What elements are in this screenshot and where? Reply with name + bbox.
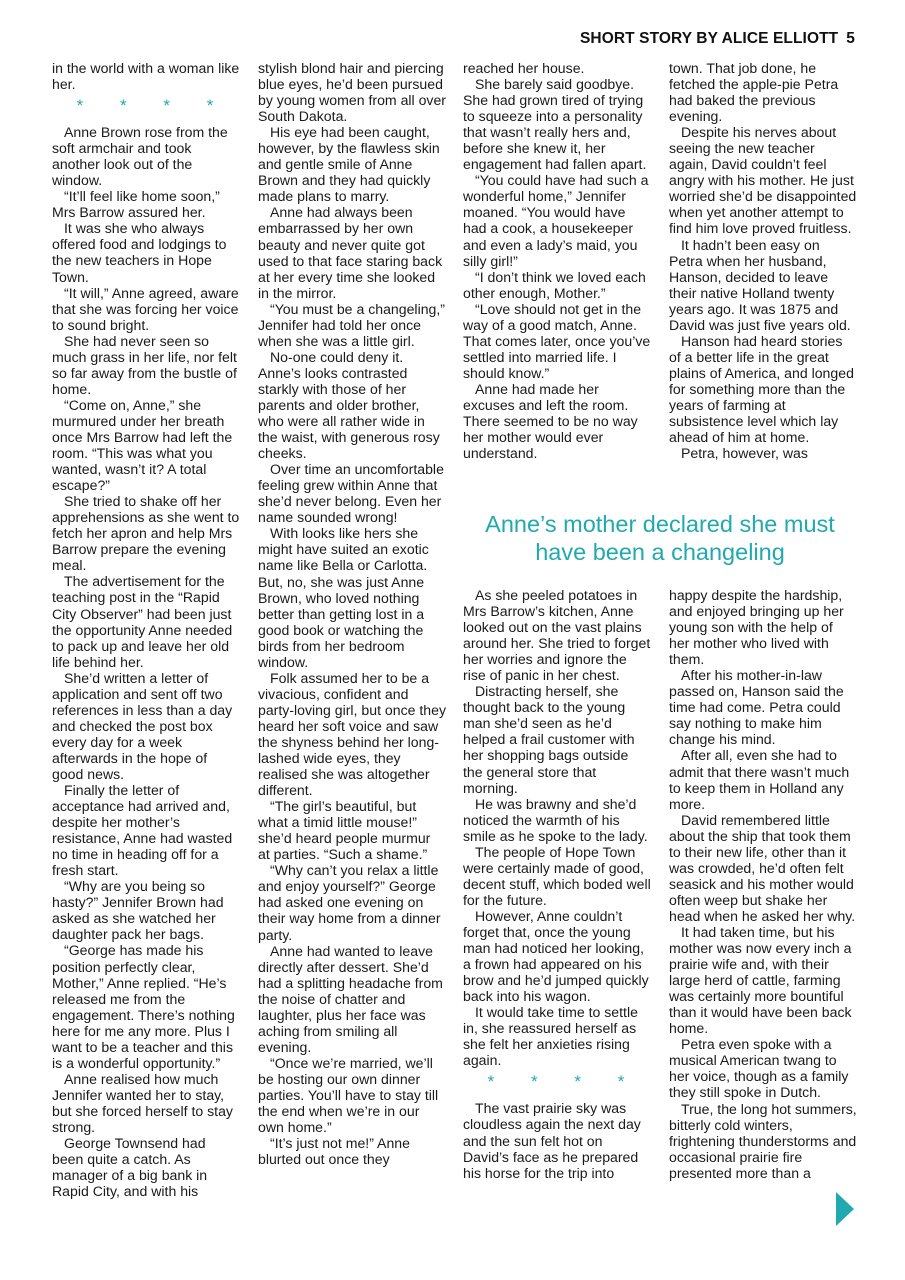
paragraph: Anne realised how much Jennifer wanted her to stay, but she forced herself to stay strong. xyxy=(52,1070,233,1135)
paragraph: “It will,” Anne agreed, aware that she was forcing her voice to sound bright. xyxy=(52,284,239,333)
paragraph: Petra, however, was xyxy=(681,445,808,462)
paragraph: No-one could deny it. Anne’s looks contrasted starkly with those of her parents and older brother, who were all rather wide in the waist, with generous rosy cheeks. xyxy=(258,348,440,462)
paragraph: town. That job done, he fetched the apple-pie Petra had baked the previous evening. xyxy=(669,60,839,125)
paragraph: “It’ll feel like home soon,” Mrs Barrow assured her. xyxy=(52,188,220,221)
pull-quote: Anne’s mother declared she must have been a changeling xyxy=(485,511,835,565)
paragraph: Petra even spoke with a musical American twang to her voice, though as a family they still spoke in Dutch. xyxy=(669,1036,849,1101)
section-separator: * * * * xyxy=(76,96,230,116)
column-4-top xyxy=(669,60,857,461)
paragraph: She’d written a letter of application and sent off two references in less than a day and checked the post box every day for a week afterwards in the hope of good news. xyxy=(52,669,233,782)
paragraph: Anne had made her excuses and left the room. There seemed to be no way her mother would ever understand. xyxy=(463,380,638,462)
page-header xyxy=(580,30,855,48)
paragraph: True, the long hot summers, bitterly cold winters, frightening thunderstorms and occasional prairie fire presented more than a xyxy=(669,1100,857,1181)
paragraph: She barely said goodbye. She had grown tired of trying to squeeze into a personality that wasn’t really hers and, before she knew it, her engagement had fallen apart. xyxy=(463,76,647,173)
paragraph: It would take time to settle in, she reassured herself as she felt her anxieties rising again. xyxy=(463,1004,638,1069)
paragraph: Anne had wanted to leave directly after dessert. She’d had a splitting headache from the noise of chatter and laughter, plus her face was aching from smiling all evening. xyxy=(258,942,443,1055)
paragraph: stylish blond hair and piercing blue eyes, he’d been pursued by young women from all over South Dakota. xyxy=(258,60,447,125)
paragraph: “The girl’s beautiful, but what a timid little mouse!” she’d heard people murmur at parties. “Such a shame.” xyxy=(258,798,431,863)
column-4-bottom xyxy=(669,587,857,1181)
paragraph: The people of Hope Town were certainly made of good, decent stuff, which boded well for the future. xyxy=(463,843,651,908)
paragraph: She tried to shake off her apprehensions as she went to fetch her apron and help Mrs Barrow prepare the evening meal. xyxy=(52,493,240,574)
paragraph: Folk assumed her to be a vivacious, confident and party-loving girl, but once they heard her soft voice and saw the shyness behind her long-lashed wide eyes, they realised she was altogether different. xyxy=(258,669,447,799)
paragraph: He was brawny and she’d noticed the warmth of his smile as he spoke to the lady. xyxy=(463,795,648,844)
paragraph: “Once we’re married, we’ll be hosting our own dinner parties. You’ll have to stay till the end when we’re in our own home.” xyxy=(258,1054,439,1136)
paragraph: Hanson had heard stories of a better life in the great plains of America, and longed for something more than the years of farming at subsistence level which lay ahead of him at home. xyxy=(669,332,854,446)
paragraph: “Come on, Anne,” she murmured under her breath once Mrs Barrow had left the room. “This was what you wanted, wasn’t it? A total escape?” xyxy=(52,396,233,494)
paragraph: reached her house. xyxy=(463,60,585,76)
page-number: 5 xyxy=(846,30,855,47)
paragraph: It had taken time, but his mother was now every inch a prairie wife and, with their large herd of cattle, farming was certainly more bountiful than it would have been back home. xyxy=(669,923,852,1037)
paragraph: Anne had always been embarrassed by her own beauty and never quite got used to that face staring back at her every time she looked in the mirror. xyxy=(258,204,443,301)
paragraph: “I don’t think we loved each other enough, Mother.” xyxy=(463,268,646,301)
paragraph: However, Anne couldn’t forget that, once the young man had noticed her looking, a frown had appeared on his brow and he’d jumped quickly back into his wagon. xyxy=(463,907,649,1005)
continue-arrow-icon xyxy=(836,1192,854,1226)
paragraph: After his mother-in-law passed on, Hanson said the time had come. Petra could say nothing to make him change his mind. xyxy=(669,667,844,748)
paragraph: “George has made his position perfectly clear, Mother,” Anne replied. “He’s released me from the engagement. There’s nothing here for me any more. Plus I want to be a teacher and this is a wonderful opportunity.” xyxy=(52,942,235,1071)
paragraph: “You must be a changeling,” Jennifer had told her once when she was a little girl. xyxy=(258,300,445,349)
paragraph: It hadn’t been easy on Petra when her husband, Hanson, decided to leave their native Holland twenty years ago. It was 1875 and David was just five years old. xyxy=(669,236,851,333)
section-separator: * * * * xyxy=(487,1072,641,1092)
paragraph: The vast prairie sky was cloudless again the next day and the sun felt hot on David’s face as he prepared his horse for the trip into xyxy=(463,1100,641,1181)
paragraph: Over time an uncomfortable feeling grew within Anne that she’d never belong. Even her name sounded wrong! xyxy=(258,461,444,526)
paragraph: “Why are you being so hasty?” Jennifer Brown had asked as she watched her daughter pack her bags. xyxy=(52,878,224,943)
paragraph: The advertisement for the teaching post in the “Rapid City Observer” had been just the opportunity Anne needed to pack up and leave her old life behind her. xyxy=(52,573,233,670)
paragraph: With looks like hers she might have suited an exotic name like Bella or Carlotta. But, no, she was just Anne Brown, who loved nothing better than getting lost in a good book or watching the birds from her bedroom window. xyxy=(258,525,429,670)
column-2 xyxy=(258,60,446,1167)
paragraph: “Love should not get in the way of a good match, Anne. That comes later, once you’ve settled into married life. I should know.” xyxy=(463,300,651,381)
paragraph: It was she who always offered food and lodgings to the new teachers in Hope Town. xyxy=(52,220,227,285)
paragraph: in the world with a woman like her. xyxy=(52,60,240,93)
column-3-top xyxy=(463,60,651,461)
paragraph: George Townsend had been quite a catch. As manager of a big bank in Rapid City, and with his xyxy=(52,1135,208,1200)
paragraph: She had never seen so much grass in her life, nor felt so far away from the bustle of home. xyxy=(52,332,237,397)
paragraph: As she peeled potatoes in Mrs Barrow’s kitchen, Anne looked out on the vast plains around her. She tried to forget her worries and ignore the rise of panic in her chest. xyxy=(463,587,651,684)
column-1 xyxy=(52,60,240,1199)
paragraph: Distracting herself, she thought back to the young man she’d seen as he’d helped a frail customer with her shopping bags outside the general store that morning. xyxy=(463,683,635,796)
paragraph: David remembered little about the ship that took them to their new life, other than it was crowded, he’d often felt seasick and his mother would often weep but shake her head when he asked her why. xyxy=(669,811,856,924)
paragraph: Anne Brown rose from the soft armchair and took another look out of the window. xyxy=(52,124,228,189)
paragraph: “Why can’t you relax a little and enjoy yourself?” George had asked one evening on their way home from a dinner party. xyxy=(258,862,441,943)
paragraph: happy despite the hardship, and enjoyed bringing up her young son with the help of her mother who lived with them. xyxy=(669,587,844,668)
paragraph: “You could have had such a wonderful home,” Jennifer moaned. “You would have had a cook, a housekeeper and even a lady’s maid, you silly girl!” xyxy=(463,172,649,269)
paragraph: After all, even she had to admit that there wasn’t much to keep them in Holland any more. xyxy=(669,747,850,812)
column-3-bottom xyxy=(463,587,651,1181)
paragraph: His eye had been caught, however, by the flawless skin and gentle smile of Anne Brown and they had quickly made plans to marry. xyxy=(258,124,440,205)
paragraph: Finally the letter of acceptance had arrived and, despite her mother’s resistance, Anne had wasted no time in heading off for a fresh start. xyxy=(52,782,233,879)
paragraph: “It’s just not me!” Anne blurted out once they xyxy=(258,1135,410,1168)
paragraph: Despite his nerves about seeing the new teacher again, David couldn’t feel angry with his mother. He just worried she’d be disappointed when yet another attempt to find him love proved fruitless. xyxy=(669,124,857,237)
story-byline: SHORT STORY BY ALICE ELLIOTT xyxy=(579,30,839,47)
